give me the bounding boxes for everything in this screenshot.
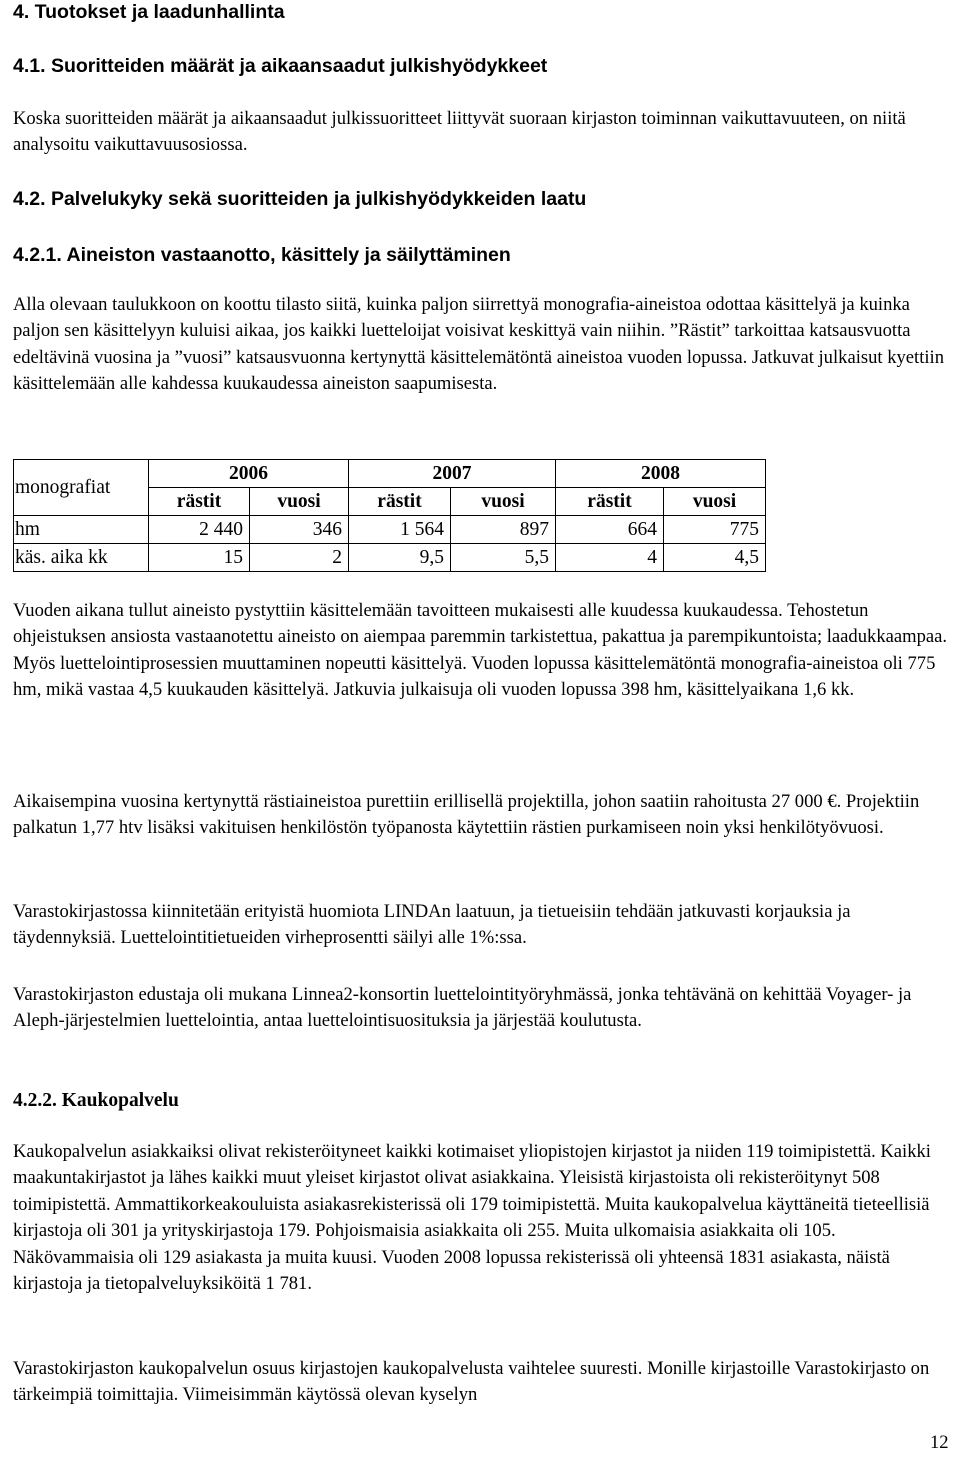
- paragraph: Koska suoritteiden määrät ja aikaansaadut julkissuoritteet liittyvät suoraan kirjaston toiminnan vaikuttavuuteen, on niitä analysoitu vaikuttavuusosiossa.: [13, 108, 906, 156]
- table-corner-cell: monografiat: [14, 460, 149, 516]
- subsection-heading: 4.2. Palvelukyky sekä suoritteiden ja julkishyödykkeiden laatu: [13, 188, 587, 210]
- table-subheader: vuosi: [451, 488, 556, 516]
- section-heading: 4. Tuotokset ja laadunhallinta: [13, 1, 285, 23]
- subsubsection-heading: 4.2.1. Aineiston vastaanotto, käsittely ja säilyttäminen: [13, 244, 511, 266]
- table-subheader: rästit: [149, 488, 250, 516]
- table-cell: 1 564: [349, 516, 451, 544]
- table-subheader: rästit: [556, 488, 664, 516]
- paragraph: Varastokirjastossa kiinnitetään erityistä huomiota LINDAn laatuun, ja tietueisiin tehdään jatkuvasti korjauksia ja täydennyksiä. Luettelointitietueiden virheprosentti säilyi alle 1%:ssa.: [13, 901, 851, 949]
- subsubsection-heading: 4.2.2. Kaukopalvelu: [13, 1090, 179, 1111]
- paragraph: Aikaisempina vuosina kertynyttä rästiaineistoa purettiin erillisellä projektilla, johon saatiin rahoitusta 27 000 €. Projektiin palkatun 1,77 htv lisäksi vakituisen henkilöstön työpanosta käytettiin rästien purkamiseen noin yksi henkilötyövuosi.: [13, 791, 920, 839]
- table-cell: 775: [664, 516, 766, 544]
- paragraph: Alla olevaan taulukkoon on koottu tilasto siitä, kuinka paljon siirrettyä monografia-aineistoa odottaa käsittelyä ja kuinka paljon sen käsittelyyn kuluisi aikaa, jos kaikki luetteloijat voisivat keskittyä vain niihin. ”Rästit” tarkoittaa katsausvuotta edeltävinä vuosina ja ”vuosi” katsausvuonna kertynyttä käsittelemätöntä aineistoa vuoden lopussa. Jatkuvat julkaisut kyettiin käsittelemään alle kahdessa kuukaudessa aineiston saapumisesta.: [13, 294, 945, 395]
- table-cell: 4,5: [664, 544, 766, 572]
- paragraph: Varastokirjaston edustaja oli mukana Linnea2-konsortin luettelointityöryhmässä, jonka tehtävänä on kehittää Voyager- ja Aleph-järjestelmien luettelointia, antaa luettelointisuosituksia ja järjestää koulutusta.: [13, 984, 912, 1032]
- table-year-header: 2008: [556, 460, 766, 488]
- paragraph: Kaukopalvelun asiakkaiksi olivat rekisteröityneet kaikki kotimaiset yliopistojen kirjastot ja niiden 119 toimipistettä. Kaikki maakuntakirjastot ja lähes kaikki muut yleiset kirjastot olivat asiakkaina. Yleisistä kirjastoista oli rekisteröitynyt 508 toimipistettä. Ammattikorkeakouluista asiakasrekisterissä oli 179 toimipistettä. Muita kaukopalvelua käyttäneitä tieteellisiä kirjastoja oli 301 ja yrityskirjastoja 179. Pohjoismaisia asiakkaita oli 255. Muita ulkomaisia asiakkaita oli 105. Näkövammaisia oli 129 asiakasta ja muita kuusi. Vuoden 2008 lopussa rekisterissä oli yhteensä 1831 asiakasta, näistä kirjastoja ja tietopalveluyksiköitä 1 781.: [13, 1141, 931, 1295]
- table-cell: 2 440: [149, 516, 250, 544]
- table-row-label: käs. aika kk: [14, 544, 149, 572]
- table-cell: 4: [556, 544, 664, 572]
- table-cell: 664: [556, 516, 664, 544]
- table-year-header: 2007: [349, 460, 556, 488]
- backlog-table: [13, 459, 766, 572]
- table-row: [14, 544, 766, 572]
- table-row-label: hm: [14, 516, 149, 544]
- table-year-header: 2006: [149, 460, 349, 488]
- table-cell: 9,5: [349, 544, 451, 572]
- subsection-heading: 4.1. Suoritteiden määrät ja aikaansaadut julkishyödykkeet: [13, 55, 548, 77]
- table-row: [14, 516, 766, 544]
- table-subheader: vuosi: [250, 488, 349, 516]
- paragraph: Vuoden aikana tullut aineisto pystyttiin käsittelemään tavoitteen mukaisesti alle kuudessa kuukaudessa. Tehostetun ohjeistuksen ansiosta vastaanotettu aineisto on aiempaa paremmin tarkistettua, pakattua ja parempikuntoista; laadukkaampaa. Myös luettelointiprosessien muuttaminen nopeutti käsittelyä. Vuoden lopussa käsittelemätöntä monografia-aineistoa oli 775 hm, mikä vastaa 4,5 kuukauden käsittelyä. Jatkuvia julkaisuja oli vuoden lopussa 398 hm, käsittelyaikana 1,6 kk.: [13, 600, 948, 701]
- paragraph: Varastokirjaston kaukopalvelun osuus kirjastojen kaukopalvelusta vaihtelee suuresti. Monille kirjastoille Varastokirjasto on tärkeimpiä toimittajia. Viimeisimmän käytössä olevan kyselyn: [13, 1358, 930, 1406]
- table-cell: 2: [250, 544, 349, 572]
- table-cell: 15: [149, 544, 250, 572]
- table-cell: 346: [250, 516, 349, 544]
- table-subheader: vuosi: [664, 488, 766, 516]
- table-subheader: rästit: [349, 488, 451, 516]
- table-cell: 5,5: [451, 544, 556, 572]
- table-cell: 897: [451, 516, 556, 544]
- page-number: 12: [930, 1432, 949, 1453]
